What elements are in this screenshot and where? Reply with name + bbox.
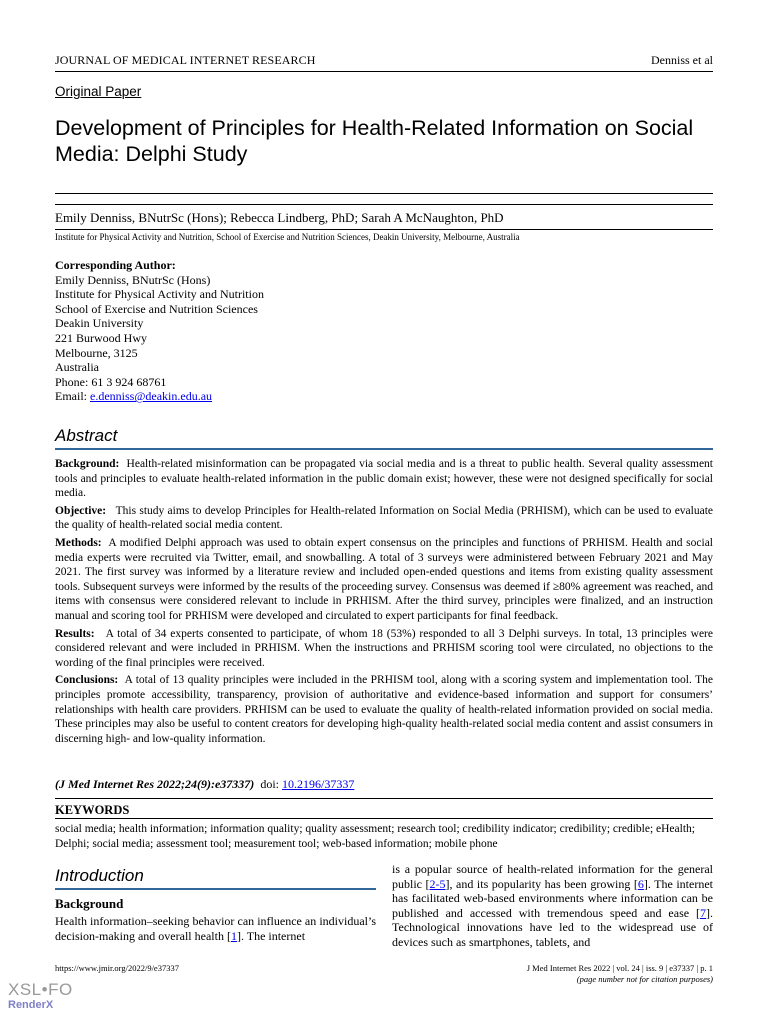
footer-url: https://www.jmir.org/2022/9/e37337 — [55, 963, 179, 973]
author-list: Emily Denniss, BNutrSc (Hons); Rebecca Lindberg, PhD; Sarah A McNaughton, PhD — [55, 210, 504, 225]
intro-text: Health information–seeking behavior can influence an individual’s decision-making and overall health [ — [55, 914, 376, 943]
paper-type: Original Paper — [55, 84, 142, 99]
running-author: Denniss et al — [651, 53, 713, 67]
doi-link[interactable]: 10.2196/37337 — [281, 777, 355, 791]
section-label: Conclusions: — [55, 674, 119, 687]
intro-text: is a popular source of health-related information for the general public [ — [392, 862, 713, 891]
xslfo-renderx-logo — [8, 980, 73, 1011]
abstract-methods — [55, 536, 713, 624]
intro-left-column — [55, 914, 376, 943]
section-label: Objective: — [55, 504, 107, 517]
intro-text: ], and its popularity has been growing [ — [445, 876, 638, 891]
section-text: A total of 34 experts consented to participate, of whom 18 (53%) responded to all 3 Delphi surveys. In total, 13 principles were considered relevant and were included in PRHISM. When the instructions and PRHISM scoring tool were circulated, no objections to the wording of the final principles were received. — [55, 627, 713, 669]
logo-line2: RenderX — [8, 999, 54, 1011]
abstract-heading: Abstract — [55, 426, 118, 445]
logo-line1: XSL•FO — [8, 980, 73, 999]
email-label: Email: — [55, 389, 90, 404]
paper-title: Development of Principles for Health-Related Information on Social Media: Delphi Study — [55, 116, 694, 166]
footer-citation — [527, 963, 713, 985]
abstract-divider — [55, 448, 713, 450]
section-text: A modified Delphi approach was used to obtain expert consensus on the principles and functions of PRHISM. Health and social media experts were recruited via Twitter, email, and snowballing. A total of 3 surveys were administered between February 2021 and May 2021. The first survey was informed by a literature review and included open-ended questions and items from existing quality assessment tools. Subsequent surveys were informed by the results of the proceeding survey. Consensus was deemed if ≥80% agreement was reached, and items with consensus were considered relevant to include in PRHISM. After the third survey, principles were finalized, and an instruction manual and scoring tool for PRHISM were developed and circulated to expert participants for final feedback. — [55, 536, 713, 622]
section-text: This study aims to develop Principles for Health-related Information on Social Media (PRHISM), which can be used to evaluate the quality of health-related social media content. — [55, 504, 713, 532]
footer-note: (page number not for citation purposes) — [576, 974, 713, 984]
reference-link[interactable]: 6 — [637, 876, 644, 891]
abstract-body — [55, 457, 713, 749]
intro-text: ]. Technological innovations have led to the widespread use of devices such as smartphones, tablets, and — [392, 905, 713, 949]
intro-text: ]. The internet has facilitated web-based environments where information can be published and accessed with tremendous speed and ease [ — [392, 876, 714, 920]
keywords-divider-top — [55, 798, 713, 799]
doi-label: doi: — [260, 777, 279, 791]
affiliation: Institute for Physical Activity and Nutrition, School of Exercise and Nutrition Sciences, Deakin University, Melbourne, Australia — [55, 232, 520, 242]
background-subheading: Background — [55, 896, 124, 911]
corr-line: Australia — [55, 360, 99, 375]
corresponding-author — [55, 258, 264, 404]
section-text: Health-related misinformation can be propagated via social media and is a threat to public health. Several quality assessment tools and principles to evaluate health-related information in the public domain exist; however, these were not designed specifically for social media. — [55, 458, 714, 500]
corr-line: Emily Denniss, BNutrSc (Hons) — [55, 272, 211, 287]
introduction-divider — [55, 888, 376, 890]
introduction-heading: Introduction — [55, 866, 144, 885]
section-label: Methods: — [55, 536, 102, 549]
abstract-results — [55, 627, 713, 671]
citation-ref: (J Med Internet Res 2022;24(9):e37337) — [55, 777, 255, 791]
footer-citation-text: J Med Internet Res 2022 | vol. 24 | iss. 9 | e37337 | p. 1 — [526, 963, 713, 973]
abstract-conclusions — [55, 673, 713, 746]
keywords-heading: KEYWORDS — [55, 803, 130, 817]
intro-right-column — [392, 862, 713, 950]
corresponding-label: Corresponding Author: — [55, 258, 176, 272]
email-line — [55, 389, 264, 404]
reference-link[interactable]: 1 — [230, 928, 237, 943]
reference-link[interactable]: 2-5 — [429, 876, 446, 891]
section-label: Results: — [55, 627, 95, 640]
intro-text: ]. The internet — [236, 928, 306, 943]
journal-name: JOURNAL OF MEDICAL INTERNET RESEARCH — [55, 53, 316, 67]
title-divider-top — [55, 193, 713, 194]
email-link[interactable]: e.denniss@deakin.edu.au — [90, 389, 213, 404]
corr-line: Phone: 61 3 924 68761 — [55, 374, 167, 389]
citation-line — [55, 777, 354, 792]
abstract-background — [55, 457, 713, 501]
title-divider-bottom — [55, 204, 713, 205]
header-divider — [55, 71, 713, 72]
corr-line: School of Exercise and Nutrition Sciences — [55, 301, 258, 316]
corr-line: Melbourne, 3125 — [55, 345, 138, 360]
abstract-objective — [55, 504, 713, 533]
author-divider — [55, 229, 713, 230]
corr-line: Deakin University — [55, 316, 144, 331]
section-label: Background: — [55, 458, 120, 470]
corr-line: 221 Burwood Hwy — [55, 330, 147, 345]
corr-line: Institute for Physical Activity and Nutrition — [55, 287, 264, 302]
section-text: A total of 13 quality principles were included in the PRHISM tool, along with a scoring system and implementation tool. The principles promote accessibility, transparency, provision of authoritative and evidence-based information and support for consumers’ relationships with health care providers. PRHISM can be used to evaluate the quality of health-related information provided on social media. These principles may also be useful to content creators for developing high-quality health-related social media content and assist consumers in discerning high- and low-quality information. — [55, 674, 713, 745]
keywords-divider — [55, 818, 713, 819]
keywords-list: social media; health information; information quality; quality assessment; research tool; credibility indicator; credibility; credible; eHealth; Delphi; social media; assessment tool; measurement tool; web-based information; mobile phone — [55, 823, 695, 850]
reference-link[interactable]: 7 — [700, 905, 706, 920]
